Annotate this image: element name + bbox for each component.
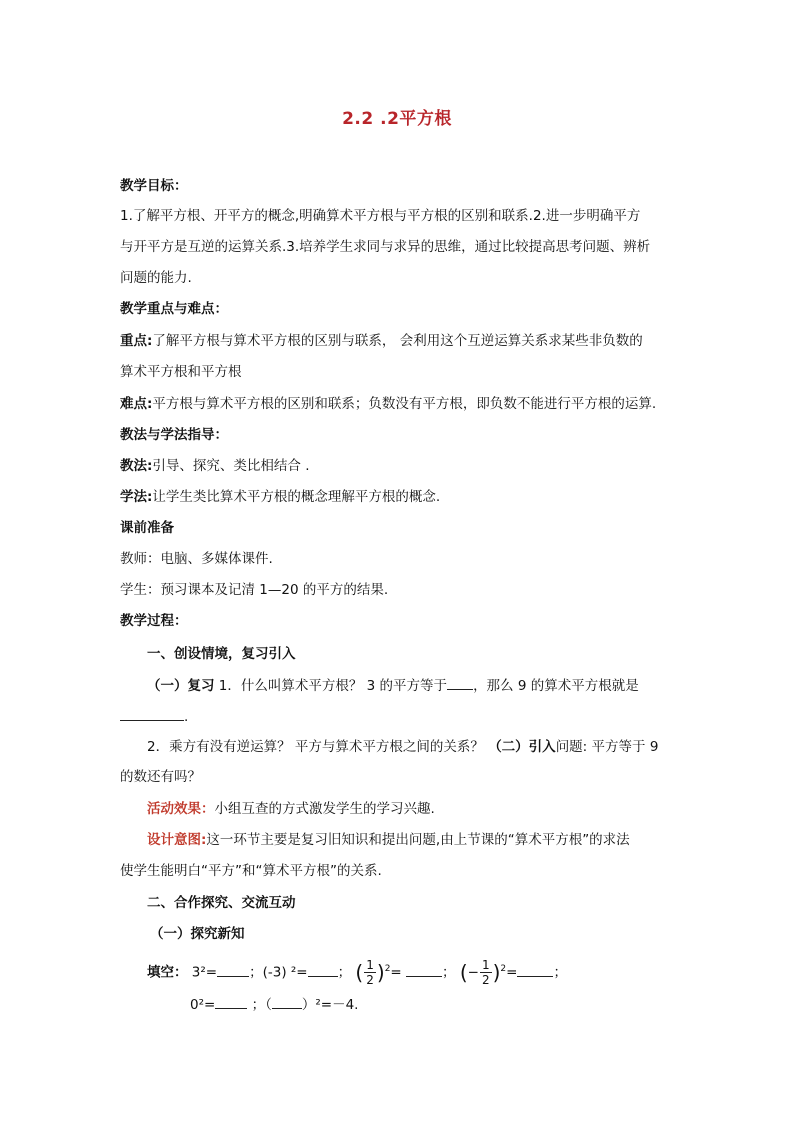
answer-blank	[308, 962, 338, 977]
fill-label: 填空：	[147, 964, 188, 981]
page-title: 2.2 .2平方根	[342, 109, 452, 129]
difficulty-text: 平方根与算术平方根的区别和联系；负数没有平方根，即负数不能进行平方根的运算.	[152, 396, 657, 412]
section-1-heading: 一、创设情境，复习引入	[147, 646, 296, 662]
keypoint-label: 重点:	[120, 333, 153, 349]
answer-blank	[447, 675, 473, 690]
teaching-method-line	[120, 456, 310, 476]
fill-line-2	[190, 994, 358, 1015]
design-line-1	[147, 830, 630, 850]
intro-text: 问题: 平方等于 9	[555, 739, 659, 755]
learning-method-label: 学法:	[120, 489, 153, 505]
fill-sep-1: ；	[337, 964, 352, 981]
effect-label: 活动效果：	[147, 801, 215, 817]
effect-text: 小组互查的方式激发学生的学习兴趣.	[214, 801, 435, 817]
fraction-neg-half	[480, 958, 492, 987]
learning-method-text: 让学生类比算术平方根的概念理解平方根的概念.	[152, 489, 441, 505]
fill-sep-3: ；	[553, 964, 567, 981]
paren-open: (	[459, 960, 468, 985]
learning-method-line	[120, 487, 440, 507]
answer-blank	[215, 994, 247, 1009]
review-end: .	[184, 709, 189, 725]
goals-heading: 教学目标：	[120, 178, 188, 194]
fraction-denominator: 2	[366, 973, 374, 987]
keypoint-text: 了解平方根与算术平方根的区别与联系， 会利用这个互逆运算关系求某些非负数的	[152, 333, 643, 349]
process-heading: 教学过程：	[120, 613, 188, 629]
fraction-half	[364, 958, 376, 987]
question-2-text: 2．乘方有没有逆运算？ 平方与算术平方根之间的关系？	[147, 739, 484, 755]
design-label: 设计意图:	[147, 832, 207, 848]
prep-heading: 课前准备	[120, 520, 174, 536]
intro-label: （二）引入	[488, 739, 556, 755]
answer-blank	[272, 994, 302, 1009]
review-line-2	[120, 706, 188, 727]
fill-item-6: 0²=	[190, 997, 216, 1013]
intro-line-2: 的数还有吗？	[120, 769, 201, 785]
question-2-line	[147, 737, 658, 757]
answer-blank	[406, 962, 442, 977]
review-label: （一）复习	[147, 678, 215, 694]
paren-close: )	[492, 960, 501, 985]
method-heading: 教法与学法指导：	[120, 427, 228, 443]
difficulty-line	[120, 394, 656, 414]
teaching-method-label: 教法:	[120, 458, 153, 474]
design-text: 这一环节主要是复习旧知识和提出问题,由上节课的“算术平方根”的求法	[206, 832, 630, 848]
difficulty-label: 难点:	[120, 396, 153, 412]
keypoint-line-2: 算术平方根和平方根	[120, 364, 242, 380]
answer-blank	[120, 706, 184, 721]
fraction-denominator: 2	[481, 973, 490, 987]
fraction-numerator: 1	[366, 958, 374, 972]
prep-teacher: 教师：电脑、多媒体课件.	[120, 551, 273, 567]
explore-heading: （一）探究新知	[150, 926, 245, 942]
section-2-heading: 二、合作探究、交流互动	[147, 895, 296, 911]
fill-item-7: ；（	[251, 997, 272, 1013]
answer-blank	[217, 962, 249, 977]
review-text-a: 1．什么叫算术平方根？ 3 的平方等于	[218, 678, 448, 694]
goals-line-1: 1.了解平方根、开平方的概念,明确算术平方根与平方根的区别和联系.2.进一步明确平方	[120, 208, 641, 224]
paren-open: (	[355, 960, 364, 985]
answer-blank	[517, 962, 553, 977]
fill-item-2: ；(-3) ²=	[249, 964, 308, 981]
keypoints-heading: 教学重点与难点：	[120, 301, 228, 317]
paren-close: )	[376, 960, 385, 985]
review-line	[147, 675, 639, 696]
keypoint-line-1	[120, 331, 643, 351]
fill-item-8: ）²=－4.	[301, 997, 359, 1013]
fill-line-1: 填空： 3²= ；(-3) ²= ； ( $\frac{1}{2}$ )$^2$= ； (− $\frac{1}{2}$ )$^2$= ；	[147, 958, 567, 987]
prep-student: 学生：预习课本及记清 1—20 的平方的结果.	[120, 582, 389, 598]
effect-line	[147, 799, 435, 819]
teaching-method-text: 引导、探究、类比相结合 .	[152, 458, 310, 474]
fraction-numerator: 1	[481, 958, 490, 972]
goals-line-3: 问题的能力.	[120, 270, 192, 286]
goals-line-2: 与开平方是互逆的运算关系.3.培养学生求同与求异的思维，通过比较提高思考问题、辨析	[120, 239, 651, 255]
fill-sep-2: ；	[442, 964, 456, 981]
review-text-b: ，那么 9 的算术平方根就是	[473, 678, 639, 694]
design-line-2: 使学生能明白“平方”和“算术平方根”的关系.	[120, 863, 382, 879]
fill-item-1: 3²=	[191, 964, 218, 981]
